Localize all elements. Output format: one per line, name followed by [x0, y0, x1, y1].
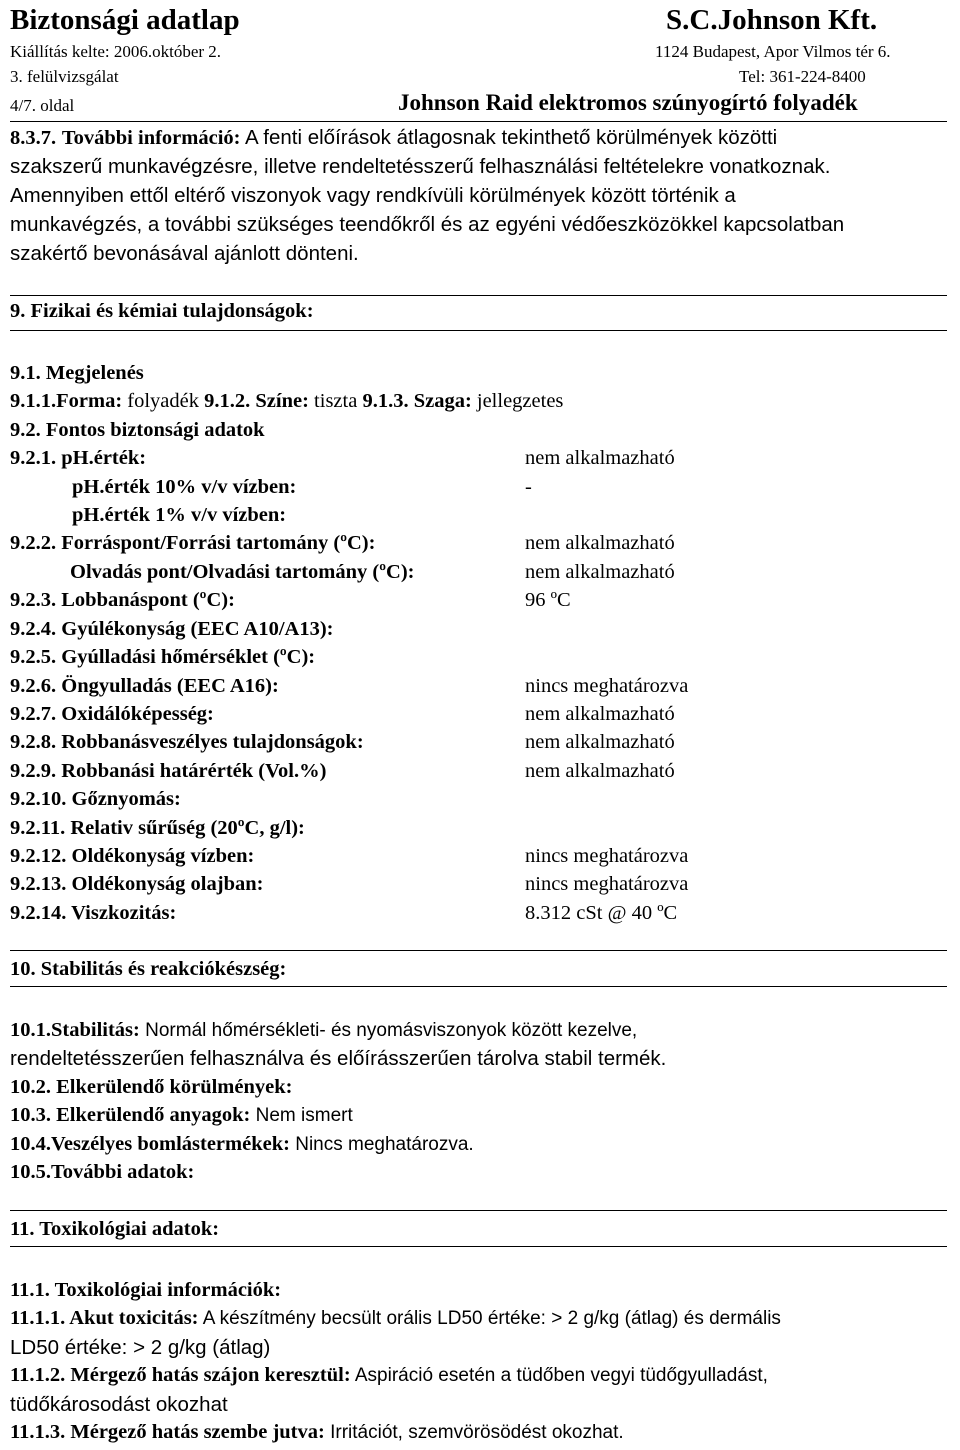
document-title: Biztonsági adatlap: [10, 4, 240, 36]
property-label: 9.2.4. Gyúlékonyság (EEC A10/A13):: [10, 618, 334, 640]
odor-label: 9.1.3. Szaga:: [362, 390, 472, 412]
property-label: 9.2.3. Lobbanáspont (ºC):: [10, 589, 235, 611]
oral-toxicity-line: [10, 1364, 768, 1387]
revision: 3. felülvizsgálat: [10, 67, 119, 86]
property-label: 9.2.8. Robbanásveszélyes tulajdonságok:: [10, 731, 364, 753]
property-label: 9.2.1. pH.érték:: [10, 447, 147, 469]
avoid-conditions: 10.2. Elkerülendő körülmények:: [10, 1076, 293, 1098]
property-value: nem alkalmazható: [525, 703, 675, 725]
section-heading: 11. Toxikológiai adatok:: [10, 1218, 220, 1240]
product-name: Johnson Raid elektromos szúnyogírtó folyadék: [398, 90, 858, 115]
property-label: 9.2.12. Oldékonyság vízben:: [10, 845, 255, 867]
decomposition-line: [10, 1133, 474, 1156]
property-value: nem alkalmazható: [525, 561, 675, 583]
company-name: S.C.Johnson Kft.: [666, 4, 878, 36]
property-label: pH.érték 10% v/v vízben:: [72, 476, 297, 498]
property-value: nem alkalmazható: [525, 760, 675, 782]
acute-toxicity-line: [10, 1307, 781, 1330]
acute-toxicity-text: A készítmény becsült orális LD50 értéke: > 2 g/kg (átlag) és dermális: [198, 1308, 781, 1329]
avoid-materials-line: [10, 1104, 353, 1127]
section-label: További információ:: [61, 127, 241, 149]
stability-label: 10.1.Stabilitás:: [10, 1019, 140, 1041]
heading-underline: [10, 1246, 947, 1247]
property-label: 9.2.2. Forráspont/Forrási tartomány (ºC):: [10, 532, 376, 554]
additional-data: 10.5.További adatok:: [10, 1161, 195, 1183]
eye-toxicity-line: [10, 1421, 624, 1444]
section-divider: [10, 295, 947, 296]
property-value: nem alkalmazható: [525, 731, 675, 753]
property-value: nem alkalmazható: [525, 447, 675, 469]
property-label: 9.2.13. Oldékonyság olajban:: [10, 873, 264, 895]
eye-toxicity-text: Irritációt, szemvörösödést okozhat.: [324, 1422, 624, 1443]
avoid-materials-label: 10.3. Elkerülendő anyagok:: [10, 1104, 251, 1126]
section-divider: [10, 950, 947, 951]
section-heading: 9. Fizikai és kémiai tulajdonságok:: [10, 300, 314, 322]
oral-toxicity-text: Aspiráció esetén a tüdőben vegyi tüdőgyulladást,: [350, 1365, 768, 1386]
oral-toxicity-text-cont: tüdőkárosodást okozhat: [10, 1393, 228, 1416]
section-divider: [10, 1210, 947, 1211]
subsection-heading: 11.1. Toxikológiai információk:: [10, 1279, 282, 1301]
form-value: folyadék: [122, 390, 205, 412]
property-value: 8.312 cSt @ 40 ºC: [525, 902, 678, 924]
acute-toxicity-label: 11.1.1. Akut toxicitás:: [10, 1307, 199, 1329]
paragraph-text: A fenti előírások átlagosnak tekinthető körülmények közötti: [240, 126, 778, 149]
subsection-heading: 9.1. Megjelenés: [10, 362, 144, 384]
property-value: nincs meghatározva: [525, 873, 689, 895]
heading-underline: [10, 986, 947, 987]
decomposition-label: 10.4.Veszélyes bomlástermékek:: [10, 1133, 290, 1155]
property-label: 9.2.9. Robbanási határérték (Vol.%): [10, 760, 327, 782]
section-number: 8.3.7.: [10, 127, 57, 149]
header-divider: [10, 121, 947, 122]
property-value: 96 ºC: [525, 589, 571, 611]
odor-value: jellegzetes: [471, 390, 564, 412]
property-value: -: [525, 476, 532, 498]
stability-line: [10, 1019, 637, 1042]
stability-text-cont: rendeltetésszerűen felhasználva és előírásszerűen tárolva stabil termék.: [10, 1047, 667, 1070]
paragraph-line: szakszerű munkavégzésre, illetve rendeltetésszerű felhasználási feltételekre vonatkoznak.: [10, 155, 831, 178]
color-value: tiszta: [308, 390, 363, 412]
property-label: 9.2.14. Viszkozitás:: [10, 902, 177, 924]
paragraph-line: szakértő bevonásával ajánlott dönteni.: [10, 242, 359, 265]
property-label: Olvadás pont/Olvadási tartomány (ºC):: [70, 561, 415, 583]
property-value: nem alkalmazható: [525, 532, 675, 554]
appearance-line: [10, 390, 563, 413]
issue-date: Kiállítás kelte: 2006.október 2.: [10, 42, 222, 61]
paragraph-line: Amennyiben ettől eltérő viszonyok vagy rendkívüli körülmények között történik a: [10, 184, 736, 207]
property-label: 9.2.7. Oxidálóképesség:: [10, 703, 214, 725]
heading-underline: [10, 330, 947, 331]
property-label: pH.érték 1% v/v vízben:: [72, 504, 287, 526]
avoid-materials-value: Nem ismert: [250, 1105, 353, 1126]
property-value: nincs meghatározva: [525, 845, 689, 867]
property-label: 9.2.5. Gyúlladási hőmérséklet (ºC):: [10, 646, 316, 668]
stability-text: Normál hőmérsékleti- és nyomásviszonyok között kezelve,: [139, 1020, 638, 1041]
section-heading: 10. Stabilitás és reakciókészség:: [10, 958, 287, 980]
paragraph-line: [10, 126, 777, 150]
color-label: 9.1.2. Színe:: [204, 390, 309, 412]
oral-toxicity-label: 11.1.2. Mérgező hatás szájon keresztül:: [10, 1364, 351, 1386]
decomposition-value: Nincs meghatározva.: [289, 1134, 474, 1155]
paragraph-line: munkavégzés, a további szükséges teendőkről és az egyéni védőeszközökkel kapcsolatban: [10, 213, 845, 236]
phone-number: Tel: 361-224-8400: [739, 67, 866, 86]
page-number: 4/7. oldal: [10, 96, 75, 115]
subsection-number: 9.1.1.: [10, 390, 57, 412]
property-label: 9.2.11. Relativ sűrűség (20ºC, g/l):: [10, 817, 305, 839]
company-address: 1124 Budapest, Apor Vilmos tér 6.: [655, 42, 891, 61]
subsection-heading: 9.2. Fontos biztonsági adatok: [10, 419, 265, 441]
eye-toxicity-label: 11.1.3. Mérgező hatás szembe jutva:: [10, 1421, 325, 1443]
property-label: 9.2.10. Gőznyomás:: [10, 788, 181, 810]
property-value: nincs meghatározva: [525, 675, 689, 697]
form-label: Forma:: [56, 390, 123, 412]
property-label: 9.2.6. Öngyulladás (EEC A16):: [10, 675, 279, 697]
acute-toxicity-text-cont: LD50 értéke: > 2 g/kg (átlag): [10, 1336, 271, 1359]
